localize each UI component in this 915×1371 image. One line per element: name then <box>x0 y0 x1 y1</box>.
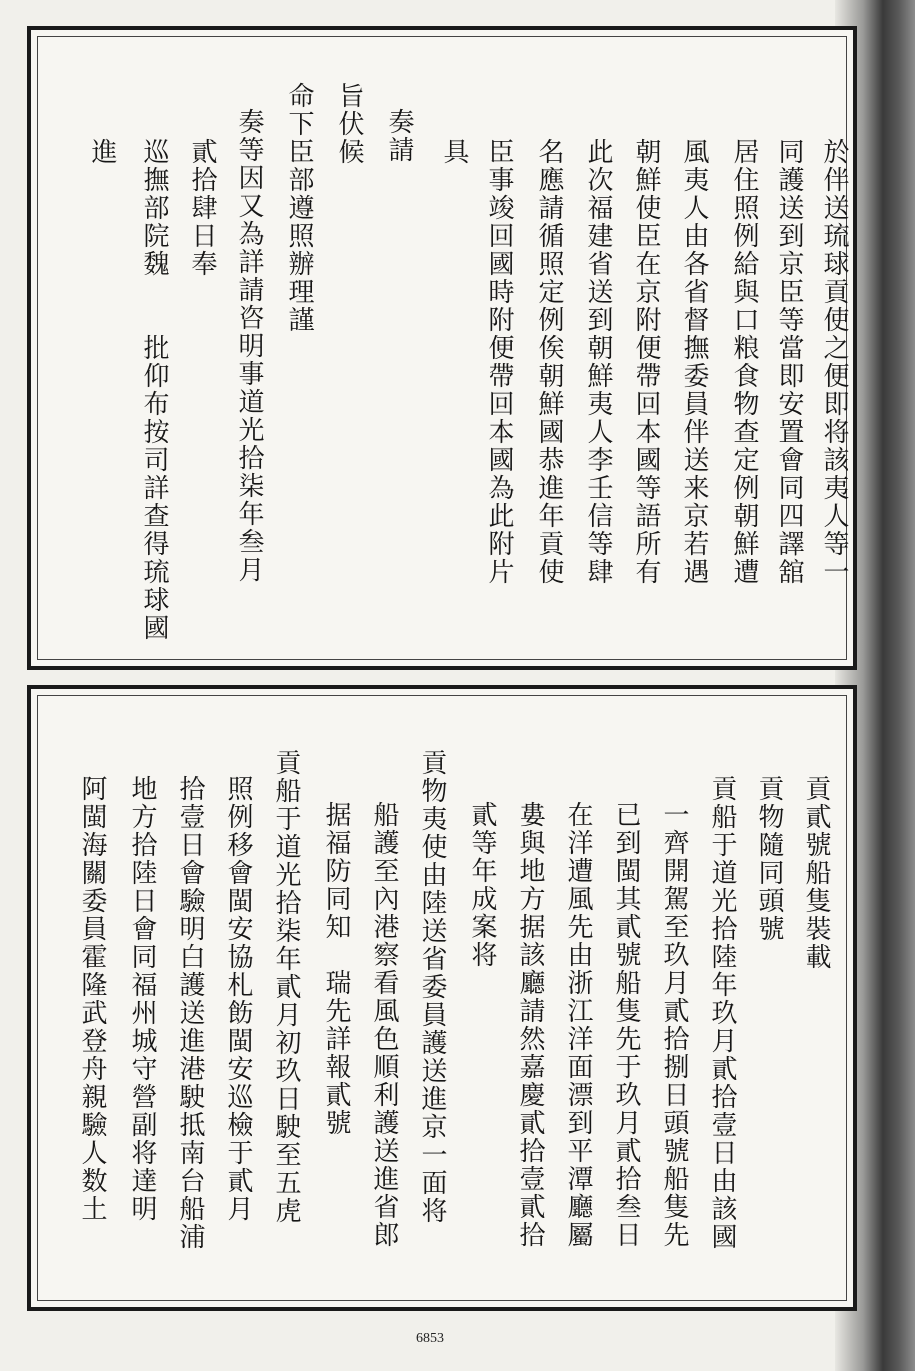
bottom-column: 貢船于道光拾陸年玖月貳拾壹日由該國 <box>707 775 737 1251</box>
top-column: 進 <box>87 138 117 166</box>
bottom-column: 已到閩其貳號船隻先于玖月貳拾叁日 <box>611 801 641 1249</box>
bottom-column: 一齊開駕至玖月貳拾捌日頭號船隻先 <box>659 801 689 1249</box>
top-column: 風夷人由各省督撫委員伴送来京若遇 <box>679 138 709 586</box>
top-column: 巡撫部院魏 批仰布按司詳查得琉球國 <box>139 138 169 642</box>
bottom-column: 婁與地方据該廳請然嘉慶貳拾壹貳拾 <box>515 801 545 1249</box>
bottom-column: 地方拾陸日會同福州城守營副将達明 <box>127 775 157 1223</box>
bottom-column: 照例移會閩安協札飭閩安巡檢于貳月 <box>223 775 253 1223</box>
bottom-column: 貢貳號船隻裝載 <box>801 775 831 971</box>
top-column: 奏請 <box>384 108 414 164</box>
top-column: 命下臣部遵照辦理謹 <box>284 82 314 334</box>
top-column: 奏等因又為詳請咨明事道光拾柒年叁月 <box>234 108 264 584</box>
bottom-column: 据福防同知 瑞先詳報貳號 <box>321 801 351 1137</box>
bottom-column: 在洋遭風先由浙江洋面漂到平潭廳屬 <box>563 801 593 1249</box>
bottom-column: 阿閩海關委員霍隆武登舟親驗人数土 <box>77 775 107 1223</box>
top-column: 朝鮮使臣在京附便帶回本國等語所有 <box>631 138 661 586</box>
top-column: 名應請循照定例俟朝鮮國恭進年貢使 <box>534 138 564 586</box>
page-number: 6853 <box>416 1331 444 1346</box>
top-column: 於伴送琉球貢使之便即将該夷人等一 <box>819 138 849 586</box>
bottom-column: 貢船于道光拾柒年貳月初玖日駛至五虎 <box>271 749 301 1225</box>
top-column: 旨伏候 <box>334 82 364 166</box>
top-column: 臣事竣回國時附便帶回本國為此附片 <box>484 138 514 586</box>
bottom-column: 貢物隨同頭號 <box>754 775 784 943</box>
top-panel <box>27 26 857 670</box>
bottom-column: 貢物夷使由陸送省委員護送進京一面将 <box>417 749 447 1225</box>
bottom-column: 貳等年成案将 <box>467 801 497 969</box>
top-column: 貳拾肆日奉 <box>187 138 217 278</box>
top-column: 居住照例給與口粮食物查定例朝鮮遭 <box>729 138 759 586</box>
top-column: 同護送到京臣等當即安置會同四譯舘 <box>774 138 804 586</box>
bottom-column: 船護至內港察看風色順利護送進省郎 <box>369 801 399 1249</box>
bottom-column: 拾壹日會驗明白護送進港駛抵南台船浦 <box>175 775 205 1251</box>
top-column: 此次福建省送到朝鮮夷人李壬信等肆 <box>583 138 613 586</box>
bottom-panel <box>27 685 857 1311</box>
top-column: 具 <box>439 138 469 166</box>
